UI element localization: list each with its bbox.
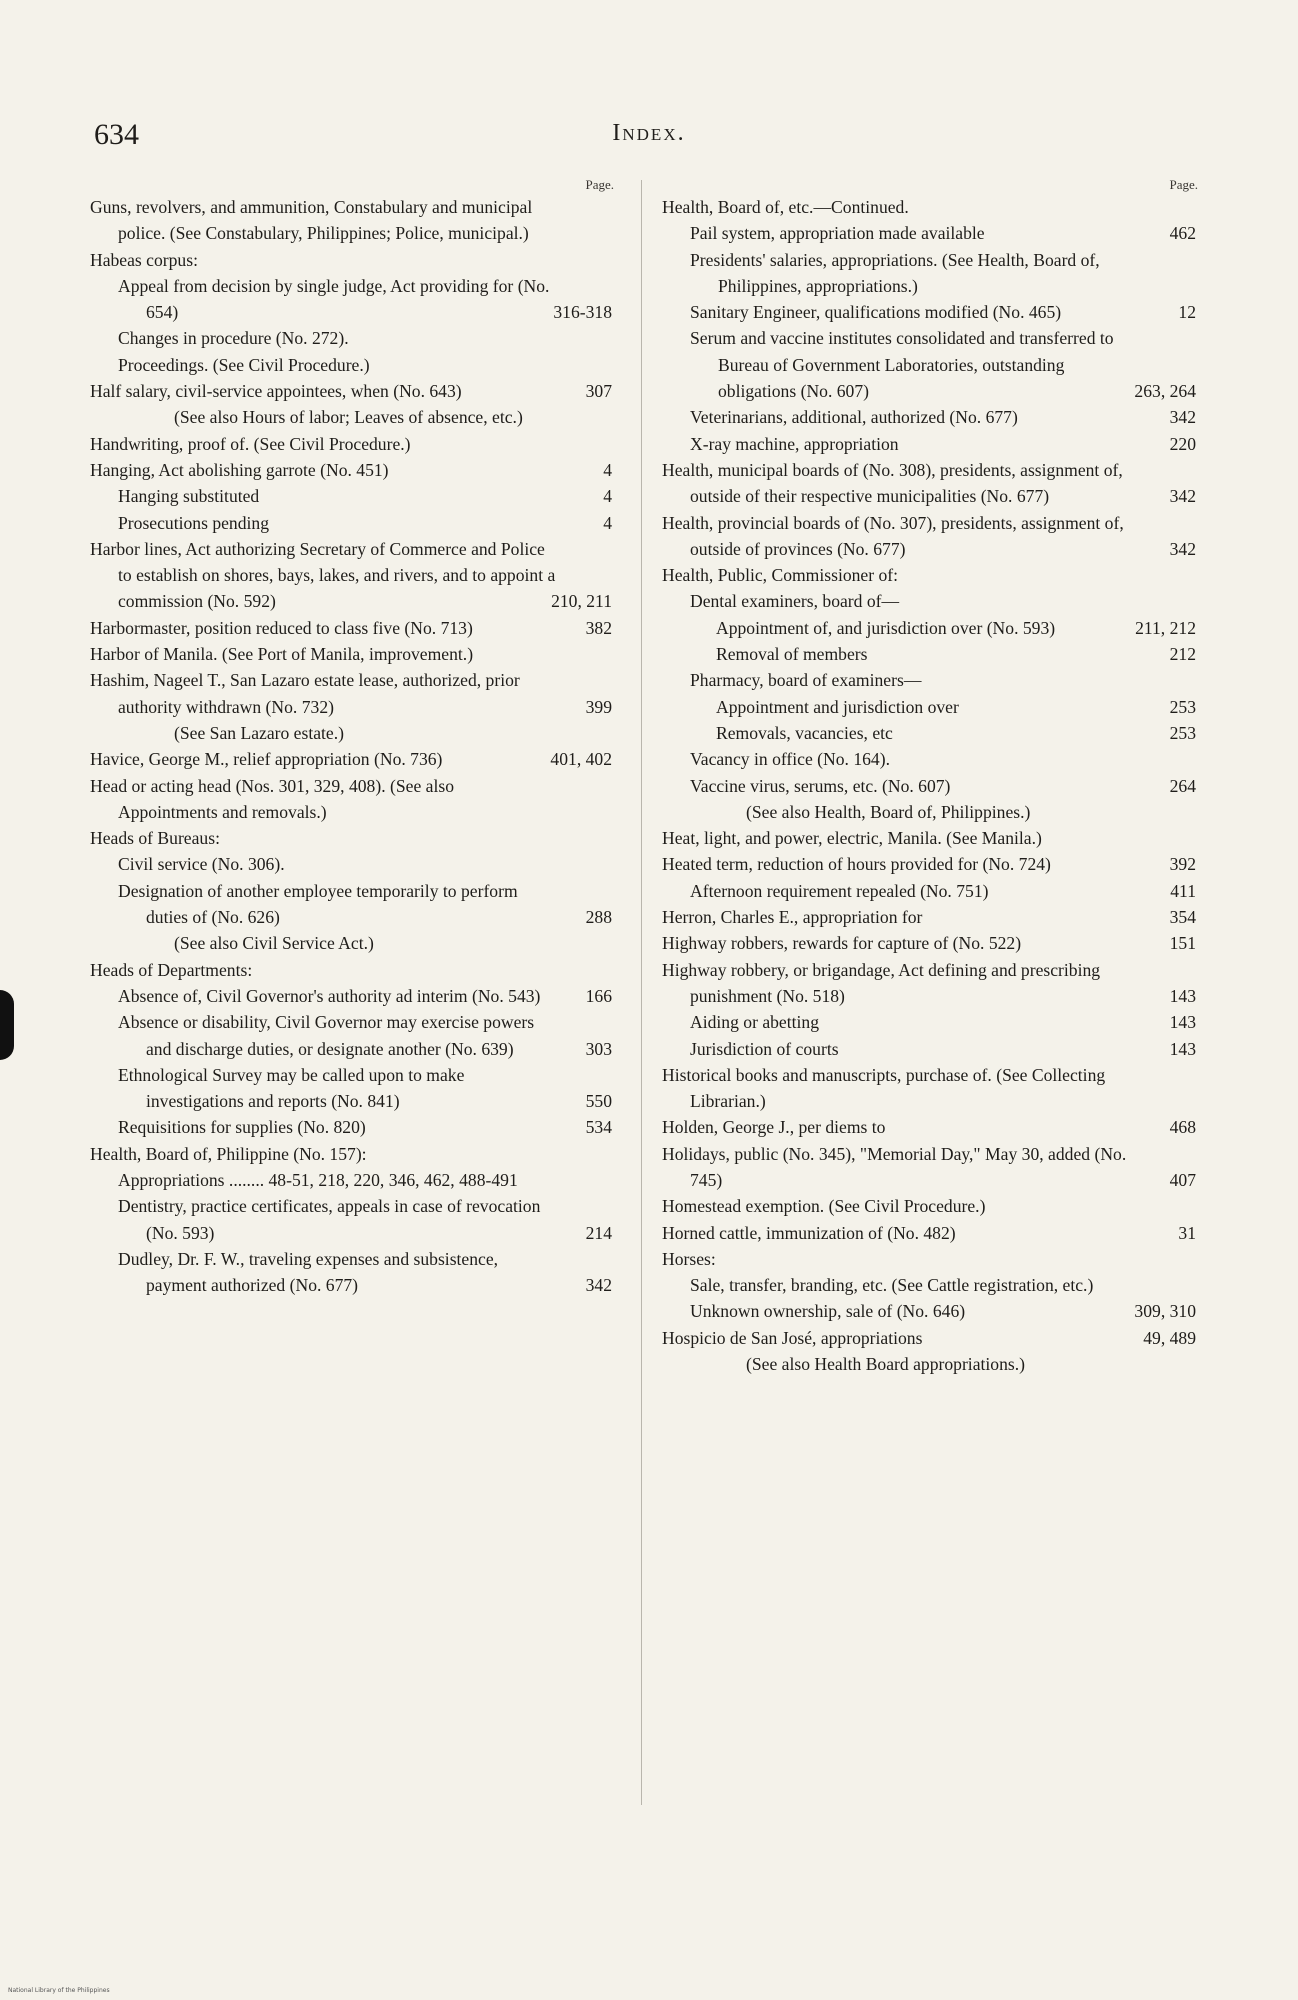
- index-entry-text: Guns, revolvers, and ammunition, Constabulary and municipal police. (See Constabulary, Philippines; Police, municipal.): [90, 197, 533, 244]
- index-entry-text: Sale, transfer, branding, etc. (See Cattle registration, etc.): [690, 1275, 1094, 1296]
- index-entry: [90, 1141, 618, 1167]
- index-entry-text: Afternoon requirement repealed (No. 751): [690, 880, 989, 901]
- index-entry: [662, 1298, 1202, 1324]
- index-entry: Hanging, Act abolishing garrote (No. 451) 4: [90, 457, 618, 483]
- index-entry-text: Hanging, Act abolishing garrote (No. 451): [90, 459, 389, 480]
- index-entry: [90, 641, 618, 667]
- index-entry-text: Hashim, Nageel T., San Lazaro estate lease, authorized, prior authority withdrawn (No. 732): [90, 670, 520, 717]
- index-entry-text: Prosecutions pending: [118, 512, 269, 533]
- index-entry-text: Health, municipal boards of (No. 308), presidents, assignment of, outside of their respective municipalities (No. 677): [662, 459, 1123, 507]
- index-entry: Absence or disability, Civil Governor may exercise powers and discharge duties, or designate another (No. 639) 303: [90, 1009, 618, 1062]
- index-entry-text: Herron, Charles E., appropriation for: [662, 907, 923, 928]
- index-entry-text: Veterinarians, additional, authorized (No. 677): [690, 407, 1018, 428]
- index-entry: [662, 825, 1202, 851]
- index-entry: Prosecutions pending 4: [90, 510, 618, 536]
- index-entry: [90, 536, 618, 615]
- index-entry-text: (See San Lazaro estate.): [174, 722, 344, 743]
- index-entry: Afternoon requirement repealed (No. 751) 411: [662, 878, 1202, 904]
- index-entry-text: Heads of Departments:: [90, 959, 253, 980]
- index-entry: [90, 352, 618, 378]
- index-entry: Ethnological Survey may be called upon to make investigations and reports (No. 841) 550: [90, 1062, 618, 1115]
- index-entry-text: Sanitary Engineer, qualifications modified (No. 465): [690, 302, 1062, 323]
- index-entry-text: Hanging substituted: [118, 486, 260, 507]
- index-entry-text: Appeal from decision by single judge, Act providing for (No. 654): [118, 275, 550, 323]
- index-entry-text: Homestead exemption. (See Civil Procedure.): [662, 1196, 986, 1217]
- column-divider: [641, 180, 642, 1805]
- scan-imprint: National Library of the Philippines: [8, 1987, 110, 1994]
- index-entry: Harbormaster, position reduced to class five (No. 713) 382: [90, 615, 618, 641]
- index-entry-text: Proceedings. (See Civil Procedure.): [118, 354, 370, 375]
- index-entry-text: Harbor lines, Act authorizing Secretary of Commerce and Police to establish on shores, bays, lakes, and rivers, and to appoint a commission (No. 592): [90, 538, 556, 612]
- index-entry: Requisitions for supplies (No. 820) 534: [90, 1114, 618, 1140]
- index-entry: Pail system, appropriation made available 462: [662, 220, 1202, 246]
- index-entry-text: Civil service (No. 306).: [118, 854, 285, 875]
- index-entry-text: Vacancy in office (No. 164).: [690, 749, 890, 770]
- index-entry: [90, 851, 618, 877]
- index-entry-text: (See also Health, Board of, Philippines.): [746, 801, 1031, 822]
- index-entry: Hanging substituted 4: [90, 483, 618, 509]
- index-entry: [90, 746, 618, 772]
- index-entry-text: Heated term, reduction of hours provided for (No. 724): [662, 854, 1051, 875]
- index-entry: Designation of another employee temporarily to perform duties of (No. 626) 288: [90, 878, 618, 931]
- index-entry: [662, 325, 1202, 404]
- index-entry-page: 309, 310: [1134, 1301, 1196, 1322]
- index-entry-text: (See also Hours of labor; Leaves of absence, etc.): [174, 407, 523, 428]
- index-entry: [662, 1272, 1202, 1298]
- index-entry-text: X-ray machine, appropriation: [690, 433, 899, 454]
- index-entry: [662, 194, 1202, 220]
- index-entry: Appointment and jurisdiction over 253: [662, 694, 1202, 720]
- index-entry: Highway robbers, rewards for capture of (No. 522) 151: [662, 930, 1202, 956]
- index-entry-text: Head or acting head (Nos. 301, 329, 408). (See also Appointments and removals.): [90, 775, 454, 822]
- index-entry-text: Health, Public, Commissioner of:: [662, 565, 899, 586]
- entry-list: [662, 194, 1202, 1377]
- index-entry: Half salary, civil-service appointees, when (No. 643) 307: [90, 378, 618, 404]
- index-column-left: [90, 176, 618, 1298]
- index-entry-text: Dentistry, practice certificates, appeals in case of revocation (No. 593): [118, 1196, 541, 1243]
- index-entry-text: Appointment of, and jurisdiction over (No. 593): [716, 617, 1056, 638]
- index-entry-text: Absence or disability, Civil Governor may exercise powers and discharge duties, or designate another (No. 639): [118, 1012, 535, 1059]
- index-entry-text: Serum and vaccine institutes consolidated and transferred to Bureau of Government Laboratories, outstanding obligations (No. 607): [690, 328, 1114, 402]
- index-entry-text: Appropriations ........ 48-51, 218, 220, 346, 462, 488-491: [118, 1169, 518, 1190]
- index-entry: [90, 720, 618, 746]
- entry-list: [90, 194, 618, 1298]
- index-entry: Hashim, Nageel T., San Lazaro estate lease, authorized, prior authority withdrawn (No. 732) 399: [90, 667, 618, 720]
- index-entry-page: 49, 489: [1143, 1327, 1196, 1348]
- index-entry-page: 401, 402: [550, 749, 612, 770]
- index-entry-text: Health, Board of, Philippine (No. 157):: [90, 1143, 367, 1164]
- index-entry: Health, municipal boards of (No. 308), presidents, assignment of, outside of their respective municipalities (No. 677) 342: [662, 457, 1202, 510]
- index-entry-text: Heat, light, and power, electric, Manila. (See Manila.): [662, 828, 1042, 849]
- index-entry-text: Pharmacy, board of examiners—: [690, 670, 922, 691]
- index-entry-text: Requisitions for supplies (No. 820): [118, 1117, 366, 1138]
- index-entry-text: Harbor of Manila. (See Port of Manila, improvement.): [90, 644, 474, 665]
- index-column-right: [662, 176, 1202, 1377]
- index-entry: [662, 615, 1202, 641]
- index-entry-page: 263, 264: [1134, 381, 1196, 402]
- index-entry: Dentistry, practice certificates, appeals in case of revocation (No. 593) 214: [90, 1193, 618, 1246]
- index-entry-text: Designation of another employee temporarily to perform duties of (No. 626): [118, 880, 518, 928]
- index-entry: [90, 247, 618, 273]
- index-entry-page: 210, 211: [551, 591, 612, 612]
- index-entry: Veterinarians, additional, authorized (No. 677) 342: [662, 404, 1202, 430]
- index-entry-text: Habeas corpus:: [90, 249, 198, 270]
- index-entry-text: Health, provincial boards of (No. 307), presidents, assignment of, outside of provinces (No. 677): [662, 512, 1124, 559]
- index-entry: [662, 1325, 1202, 1351]
- index-entry: Highway robbery, or brigandage, Act defining and prescribing punishment (No. 518) 143: [662, 957, 1202, 1010]
- index-entry-text: Holden, George J., per diems to: [662, 1117, 886, 1138]
- index-entry-text: Dudley, Dr. F. W., traveling expenses and subsistence, payment authorized (No. 677): [118, 1248, 499, 1296]
- index-entry: Dudley, Dr. F. W., traveling expenses and subsistence, payment authorized (No. 677) 342: [90, 1246, 618, 1299]
- running-head: Index.: [612, 120, 686, 146]
- index-entry: [90, 325, 618, 351]
- index-entry-text: Highway robbery, or brigandage, Act defining and prescribing punishment (No. 518): [662, 959, 1101, 1006]
- index-entry-text: Removal of members: [716, 644, 868, 665]
- index-entry: Sanitary Engineer, qualifications modified (No. 465) 12: [662, 299, 1202, 325]
- index-entry-text: Highway robbers, rewards for capture of (No. 522): [662, 933, 1022, 954]
- index-entry-text: Health, Board of, etc.—Continued.: [662, 197, 909, 217]
- index-entry-text: Presidents' salaries, appropriations. (See Health, Board of, Philippines, appropriations.): [690, 249, 1100, 296]
- index-entry-text: Holidays, public (No. 345), "Memorial Day," May 30, added (No. 745): [662, 1143, 1127, 1190]
- page-header: [94, 118, 1204, 158]
- index-entry: Removals, vacancies, etc 253: [662, 720, 1202, 746]
- index-entry: Aiding or abetting 143: [662, 1009, 1202, 1035]
- index-entry-text: Horses:: [662, 1248, 716, 1269]
- index-entry: [662, 667, 1202, 693]
- index-entry: X-ray machine, appropriation 220: [662, 431, 1202, 457]
- index-entry-text: Horned cattle, immunization of (No. 482): [662, 1222, 956, 1243]
- index-entry: Horned cattle, immunization of (No. 482) 31: [662, 1220, 1202, 1246]
- index-entry-page: 211, 212: [1135, 617, 1196, 638]
- index-entry: [90, 1167, 618, 1193]
- index-entry: [662, 562, 1202, 588]
- index-entry-text: Half salary, civil-service appointees, when (No. 643): [90, 381, 462, 402]
- index-entry: Herron, Charles E., appropriation for 354: [662, 904, 1202, 930]
- index-entry: [90, 431, 618, 457]
- index-entry: [662, 247, 1202, 300]
- index-entry-text: Ethnological Survey may be called upon to make investigations and reports (No. 841): [118, 1064, 465, 1112]
- index-entry: Heated term, reduction of hours provided for (No. 724) 392: [662, 851, 1202, 877]
- index-entry: [662, 588, 1202, 614]
- index-entry-text: Absence of, Civil Governor's authority ad interim (No. 543): [118, 985, 541, 1006]
- index-entry: [90, 194, 618, 247]
- index-entry-text: Dental examiners, board of—: [690, 591, 900, 612]
- index-entry: [90, 404, 618, 430]
- index-entry: [90, 957, 618, 983]
- index-entry: [662, 799, 1202, 825]
- index-entry-text: Historical books and manuscripts, purchase of. (See Collecting Librarian.): [662, 1064, 1106, 1112]
- index-entry: [662, 1193, 1202, 1219]
- index-entry: Jurisdiction of courts 143: [662, 1036, 1202, 1062]
- index-entry-text: Vaccine virus, serums, etc. (No. 607): [690, 775, 951, 796]
- index-entry-text: Appointment and jurisdiction over: [716, 696, 959, 717]
- index-entry-text: Changes in procedure (No. 272).: [118, 328, 349, 349]
- index-entry-text: Havice, George M., relief appropriation (No. 736): [90, 749, 443, 770]
- index-entry: Absence of, Civil Governor's authority ad interim (No. 543) 166: [90, 983, 618, 1009]
- index-entry: [90, 930, 618, 956]
- page-column-label: Page.: [585, 177, 614, 192]
- index-entry: Health, provincial boards of (No. 307), presidents, assignment of, outside of provinces (No. 677) 342: [662, 510, 1202, 563]
- index-entry: Holidays, public (No. 345), "Memorial Day," May 30, added (No. 745) 407: [662, 1141, 1202, 1194]
- index-entry-text: Jurisdiction of courts: [690, 1038, 839, 1059]
- index-entry-text: Handwriting, proof of. (See Civil Procedure.): [90, 433, 411, 454]
- page-column-label: Page.: [1169, 177, 1198, 192]
- index-entry-text: Heads of Bureaus:: [90, 828, 220, 849]
- index-entry: [662, 1062, 1202, 1115]
- index-entry: [662, 1351, 1202, 1377]
- index-entry-text: Removals, vacancies, etc: [716, 722, 893, 743]
- index-entry-text: Aiding or abetting: [690, 1012, 819, 1033]
- index-entry-text: Unknown ownership, sale of (No. 646): [690, 1301, 966, 1322]
- index-entry-text: Pail system, appropriation made available: [690, 223, 985, 244]
- index-entry: [90, 273, 618, 326]
- index-entry-text: Harbormaster, position reduced to class five (No. 713): [90, 617, 473, 638]
- index-entry-page: 316-318: [553, 302, 612, 323]
- index-entry-text: Hospicio de San José, appropriations: [662, 1327, 923, 1348]
- index-entry: Removal of members 212: [662, 641, 1202, 667]
- index-entry-text: (See also Civil Service Act.): [174, 933, 374, 954]
- index-entry: Vaccine virus, serums, etc. (No. 607) 264: [662, 773, 1202, 799]
- index-entry: [90, 773, 618, 826]
- page-number: 634: [94, 118, 139, 151]
- index-entry: [662, 746, 1202, 772]
- index-entry: Holden, George J., per diems to 468: [662, 1114, 1202, 1140]
- index-entry: [90, 825, 618, 851]
- index-entry-text: (See also Health Board appropriations.): [746, 1354, 1025, 1375]
- index-entry: [662, 1246, 1202, 1272]
- scan-margin-mark: [0, 990, 14, 1060]
